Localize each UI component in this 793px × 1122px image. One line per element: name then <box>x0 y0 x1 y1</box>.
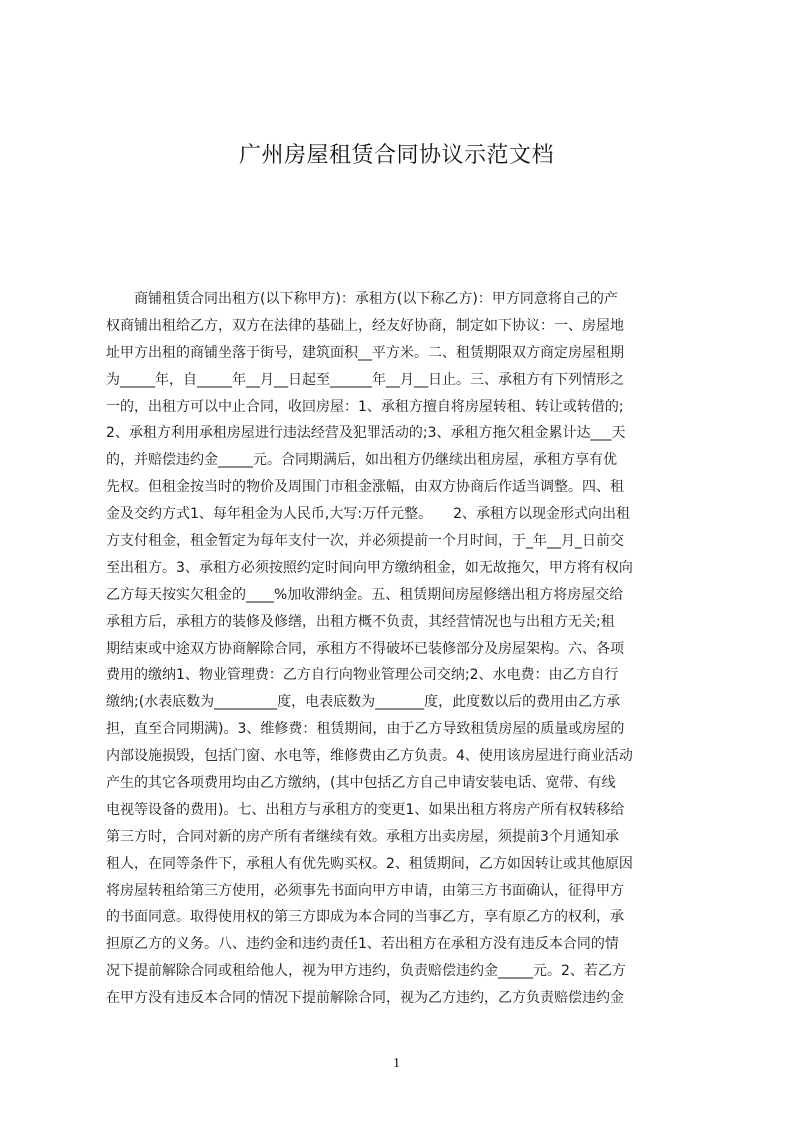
body-line: 为_____年，自_____年__月__日起至______年__月__日止。三、承租方有下列情形之 <box>106 371 624 388</box>
body-line: 缴纳;(水表底数为_________度，电表底数为_______度，此度数以后的费用由乙方承 <box>106 694 621 711</box>
body-line: 方支付租金，租金暂定为每年支付一次，并必须提前一个月时间，于_年__月_日前交 <box>106 533 624 550</box>
body-line: 期结束或中途双方协商解除合同，承租方不得破坏已装修部分及房屋架构。六、各项 <box>106 640 624 657</box>
body-line: 的，并赔偿违约金_____元。合同期满后，如出租方仍继续出租房屋，承租方享有优 <box>106 452 617 469</box>
body-line: 租人，在同等条件下，承租人有优先购买权。2、租赁期间，乙方如因转让或其他原因 <box>106 855 633 872</box>
body-line: 商铺租赁合同出租方(以下称甲方)：承租方(以下称乙方)：甲方同意将自己的产 <box>106 291 618 307</box>
page-number: 1 <box>393 1056 400 1071</box>
body-line: 在甲方没有违反本合同的情况下提前解除合同，视为乙方违约，乙方负责赔偿违约金 <box>106 990 624 1007</box>
body-line: 至出租方。3、承租方必须按照约定时间向甲方缴纳租金，如无故拖欠，甲方将有权向 <box>106 559 633 576</box>
body-line: 一的，出租方可以中止合同，收回房屋：1、承租方擅自将房屋转租、转让或转借的; <box>106 398 624 415</box>
body-line: 电视等设备的费用)。七、出租方与承租方的变更1、如果出租方将房产所有权转移给 <box>106 801 625 818</box>
body-line: 将房屋转租给第三方使用，必须事先书面向甲方申请，由第三方书面确认，征得甲方 <box>106 882 624 899</box>
body-line: 产生的其它各项费用均由乙方缴纳，(其中包括乙方自己申请安装电话、宽带、有线 <box>106 775 616 792</box>
body-line: 内部设施损毁，包括门窗、水电等，维修费由乙方负责。4、使用该房屋进行商业活动 <box>106 748 633 765</box>
body-line: 承租方后，承租方的装修及修缮，出租方概不负责，其经营情况也与出租方无关;租 <box>106 613 615 630</box>
body-line: 担原乙方的义务。八、违约金和违约责任1、若出租方在承租方没有违反本合同的情 <box>106 936 619 953</box>
body-line: 权商铺出租给乙方，双方在法律的基础上，经友好协商，制定如下协议：一、房屋地 <box>106 317 624 334</box>
body-line: 先权。但租金按当时的物价及周围门市租金涨幅，由双方协商后作适当调整。四、租 <box>106 479 624 496</box>
body-line: 址甲方出租的商铺坐落于街号，建筑面积__平方米。二、租赁期限双方商定房屋租期 <box>106 344 624 361</box>
body-line: 第三方时，合同对新的房产所有者继续有效。承租方出卖房屋，须提前3个月通知承 <box>106 828 619 845</box>
document-title: 广州房屋租赁合同协议示范文档 <box>238 143 554 168</box>
body-line: 费用的缴纳1、物业管理费：乙方自行向物业管理公司交纳;2、水电费：由乙方自行 <box>106 667 619 684</box>
body-line: 金及交约方式1、每年租金为人民币,大写:万仟元整。 2、承租方以现金形式向出租 <box>106 506 630 523</box>
contract-body <box>106 286 698 1016</box>
body-line: 的书面同意。取得使用权的第三方即成为本合同的当事乙方，享有原乙方的权利，承 <box>106 909 624 926</box>
body-line: 乙方每天按实欠租金的____%加收滞纳金。五、租赁期间房屋修缮出租方将房屋交给 <box>106 586 624 603</box>
body-line: 担，直至合同期满)。3、维修费：租赁期间，由于乙方导致租赁房屋的质量或房屋的 <box>106 721 625 738</box>
body-line: 况下提前解除合同或租给他人，视为甲方违约，负责赔偿违约金_____元。2、若乙方 <box>106 963 626 980</box>
body-line: 2、承租方利用承租房屋进行违法经营及犯罪活动的;3、承租方拖欠租金累计达___天 <box>106 425 626 442</box>
